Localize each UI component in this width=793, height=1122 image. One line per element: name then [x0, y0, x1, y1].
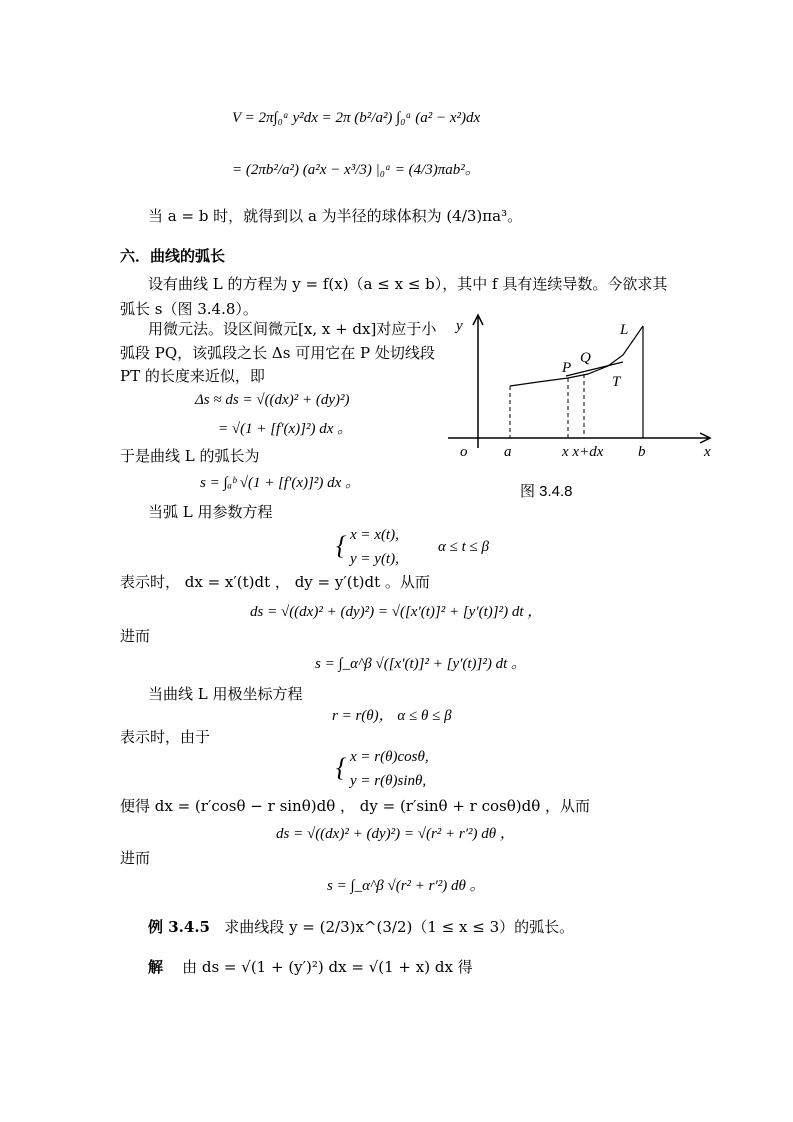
- polar-system-1: x = r(θ)cosθ,: [350, 749, 429, 765]
- polar-equation: r = r(θ)， α ≤ θ ≤ β: [332, 708, 452, 724]
- label-P: P: [562, 360, 572, 376]
- polar-differentials: 便得 dx = (r′cosθ − r sinθ)dθ ， dy = (r′sinθ + r cosθ)dθ ，从而: [120, 797, 591, 815]
- section-heading: 六．曲线的弧长: [120, 248, 226, 265]
- method-line-1: 用微元法。设区间微元[x, x + dx]对应于小: [148, 320, 437, 338]
- intro-line-1: 设有曲线 L 的方程为 y = f(x)（a ≤ x ≤ b），其中 f 具有连续导数。今欲求其: [148, 275, 668, 293]
- polar-text: 表示时，由于: [120, 728, 211, 746]
- label-L: L: [620, 322, 629, 338]
- param-ds: ds = √((dx)² + (dy)²) = √([x′(t)]² + [y′(t)]²) dt ，: [250, 604, 543, 620]
- param-text: 表示时， dx = x′(t)dt ， dy = y′(t)dt 。从而: [120, 573, 430, 591]
- solution-label: 解: [148, 958, 164, 976]
- param-system-1: x = x(t),: [350, 527, 399, 543]
- example-3-4-5: [148, 917, 574, 937]
- volume-formula-line-2: = (2πb²/a²) (a²x − x³/3) |₀ᵃ = (4/3)πab²。: [232, 162, 480, 178]
- intro-line-2: 弧长 s（图 3.4.8）。: [120, 300, 258, 318]
- further-2: 进而: [120, 849, 151, 867]
- param-range: α ≤ t ≤ β: [438, 539, 489, 555]
- ds-equation-1: Δs ≈ ds = √((dx)² + (dy)²): [195, 392, 350, 408]
- arc-length-intro: 于是曲线 L 的弧长为: [120, 447, 260, 465]
- example-text: 求曲线段 y = (2/3)x^(3/2)（1 ≤ x ≤ 3）的弧长。: [224, 918, 575, 936]
- solution-text: 由 ds = √(1 + (y′)²) dx = √(1 + x) dx 得: [182, 958, 473, 976]
- polar-s: s = ∫_α^β √(r² + r′²) dθ 。: [327, 878, 485, 894]
- label-xdx: x x+dx: [562, 444, 604, 460]
- label-T: T: [612, 374, 621, 390]
- sphere-volume-sentence: 当 a = b 时，就得到以 a 为半径的球体积为 (4/3)πa³。: [148, 207, 523, 225]
- param-s: s = ∫_α^β √([x′(t)]² + [y′(t)]²) dt 。: [315, 656, 527, 672]
- solution: [148, 957, 473, 977]
- param-intro: 当弧 L 用参数方程: [148, 503, 273, 521]
- further-1: 进而: [120, 627, 151, 645]
- method-line-3: PT 的长度来近似，即: [120, 367, 265, 385]
- label-a: a: [504, 444, 512, 460]
- label-Q: Q: [580, 350, 591, 366]
- polar-intro: 当曲线 L 用极坐标方程: [148, 685, 303, 703]
- volume-formula-line-1: V = 2π∫₀ᵃ y²dx = 2π (b²/a²) ∫₀ᵃ (a² − x²)dx: [232, 110, 481, 126]
- label-o: o: [460, 444, 468, 460]
- arc-length-formula: s = ∫ₐᵇ √(1 + [f′(x)]²) dx 。: [200, 475, 361, 491]
- polar-system-2: y = r(θ)sinθ,: [350, 773, 427, 789]
- method-line-2: 弧段 PQ，该弧段之长 Δs 可用它在 P 处切线段: [120, 344, 435, 362]
- label-b: b: [638, 444, 646, 460]
- polar-brace: {: [336, 753, 347, 782]
- label-x: x: [704, 444, 711, 460]
- ds-equation-2: = √(1 + [f′(x)]²) dx 。: [218, 421, 353, 437]
- param-system-2: y = y(t),: [350, 551, 399, 567]
- example-label: 例 3.4.5: [148, 918, 210, 936]
- label-y: y: [456, 318, 463, 334]
- arc-length-figure: [448, 310, 720, 460]
- param-brace: {: [336, 531, 347, 560]
- figure-caption: 图 3.4.8: [520, 483, 573, 500]
- polar-ds: ds = √((dx)² + (dy)²) = √(r² + r′²) dθ ，: [276, 826, 515, 842]
